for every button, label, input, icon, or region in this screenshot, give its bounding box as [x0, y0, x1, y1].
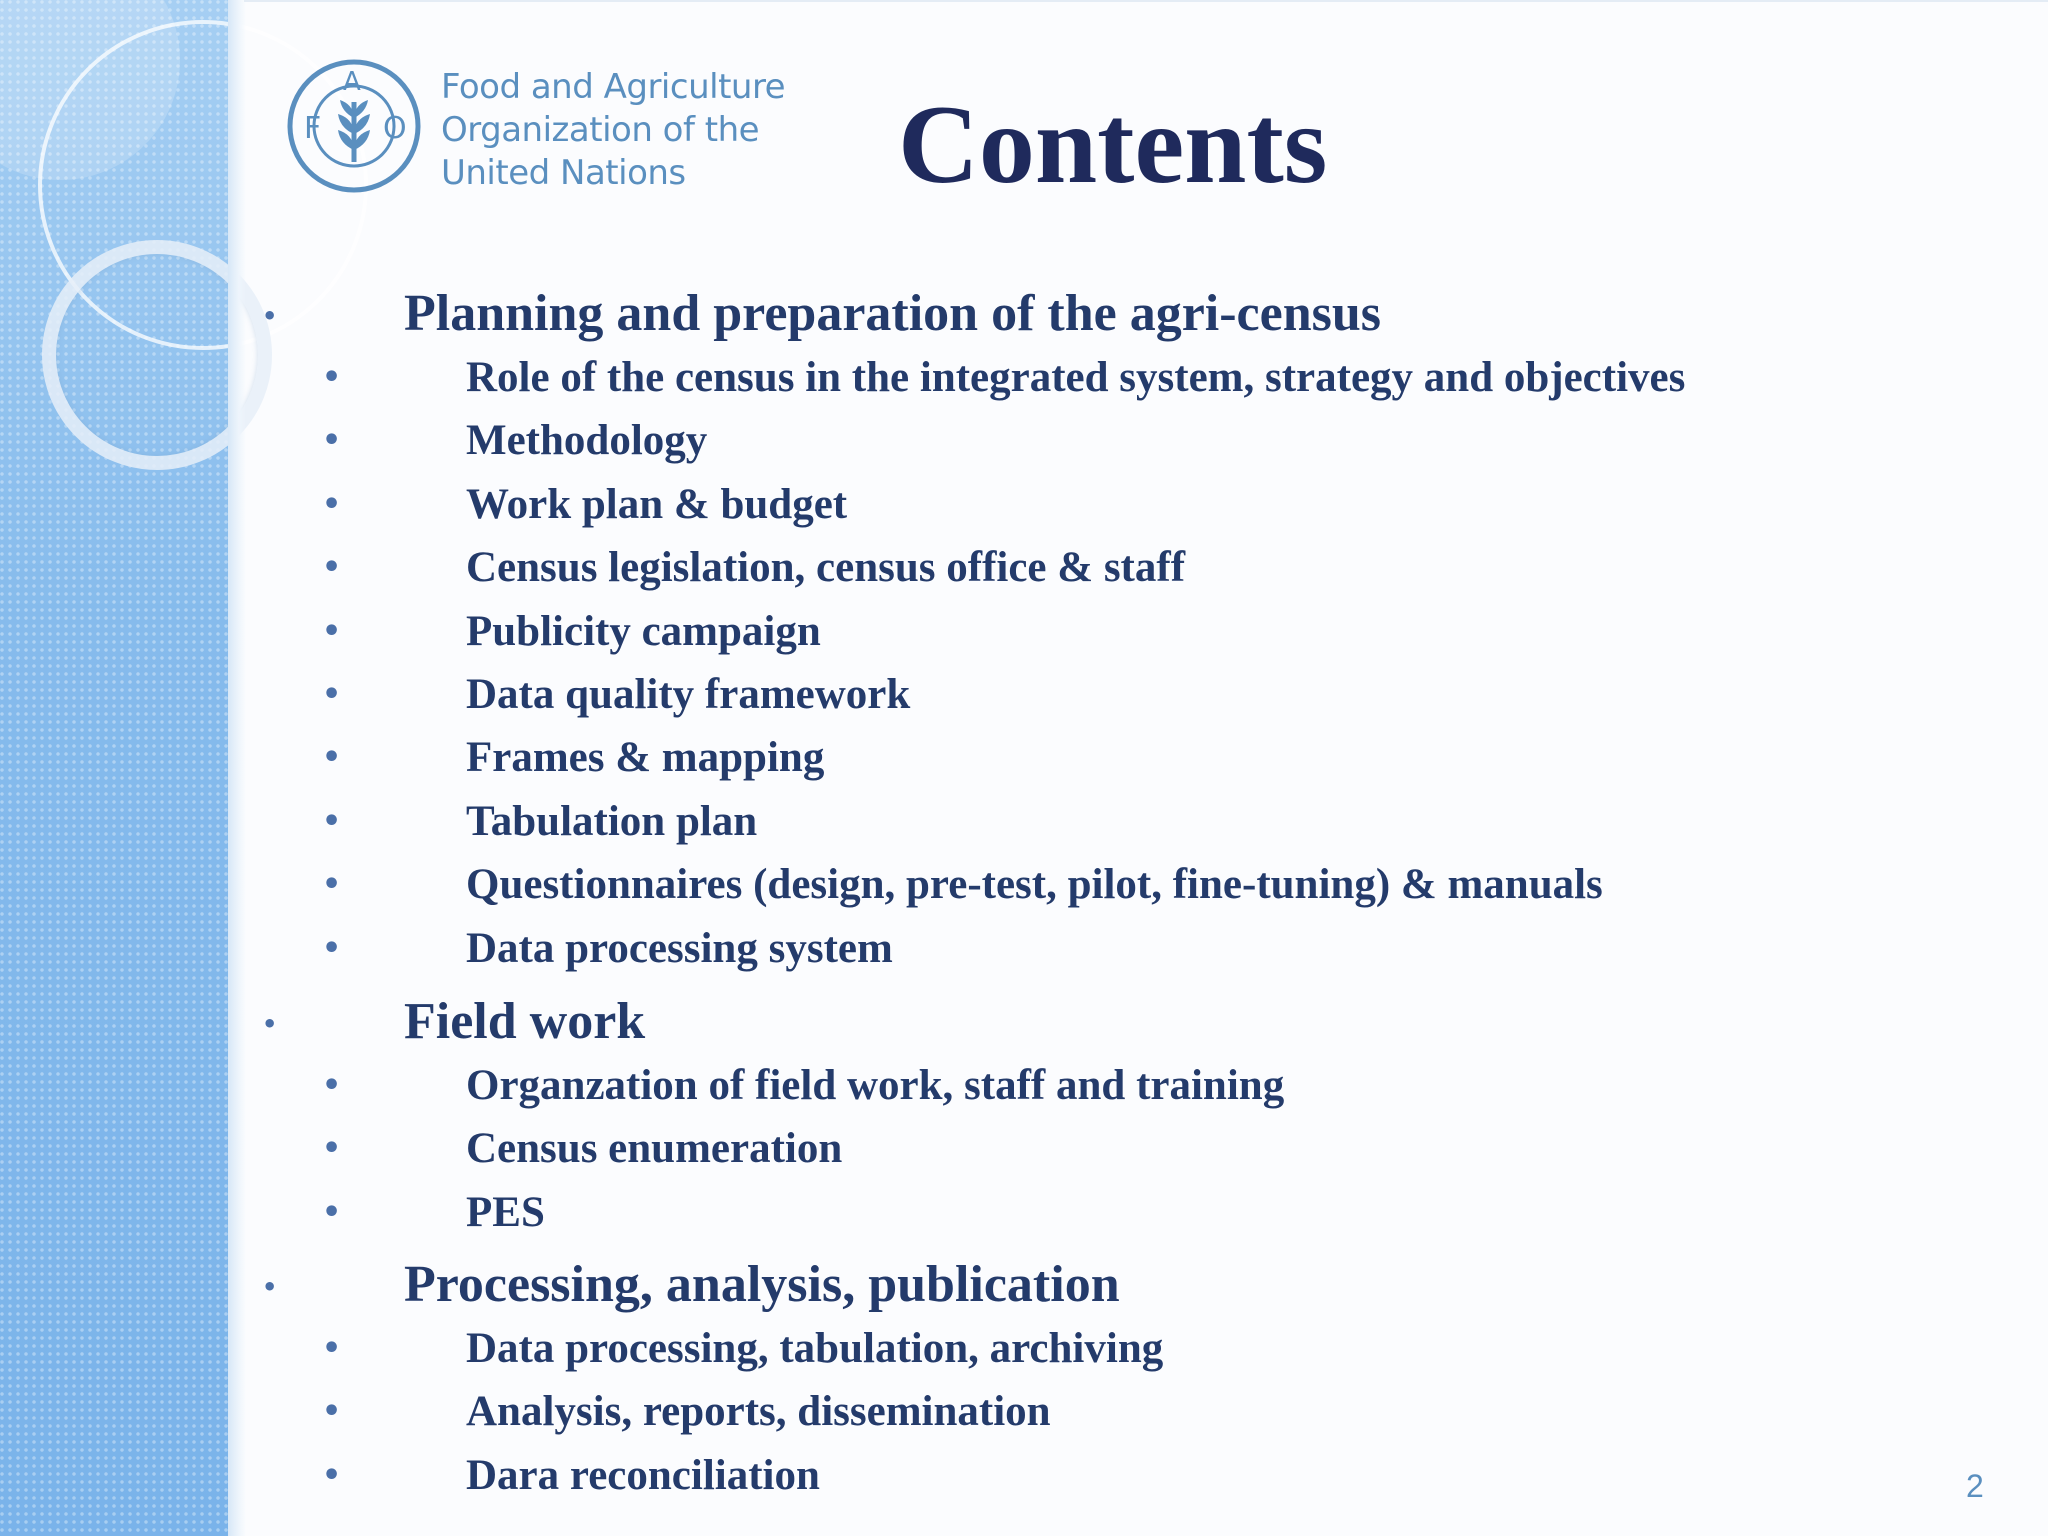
list-item: [322, 1323, 1164, 1375]
list-item: [322, 1386, 1051, 1438]
logo-line: United Nations: [441, 153, 686, 193]
list-item: [322, 479, 848, 531]
list-item-text: Census legislation, census office & staff: [466, 544, 1186, 591]
bullet-icon: •: [322, 1394, 342, 1429]
list-item: [322, 859, 1603, 911]
bullet-icon: •: [322, 740, 342, 775]
list-item-text: Analysis, reports, dissemination: [466, 1388, 1051, 1435]
section-heading-text: Field work: [404, 993, 646, 1050]
bullet-icon: •: [322, 1458, 342, 1493]
list-item-text: Data quality framework: [466, 671, 911, 718]
list-item-text: Data processing, tabulation, archiving: [466, 1325, 1164, 1372]
bullet-icon: •: [322, 360, 342, 395]
bullet-icon: •: [322, 1131, 342, 1166]
list-item: [322, 1187, 545, 1239]
list-item-text: Work plan & budget: [466, 481, 848, 528]
list-item-text: Dara reconciliation: [466, 1452, 820, 1499]
bullet-icon: •: [322, 677, 342, 712]
emblem-letter-o: O: [383, 111, 407, 146]
list-item-text: Publicity campaign: [466, 608, 821, 655]
list-item: [322, 796, 758, 848]
bullet-icon: •: [322, 1331, 342, 1366]
list-item: [322, 1450, 820, 1502]
bullet-icon: •: [322, 487, 342, 522]
section-heading: [262, 992, 646, 1052]
list-item-text: Questionnaires (design, pre-test, pilot, fine-tuning) & manuals: [466, 861, 1603, 908]
section-heading-text: Processing, analysis, publication: [404, 1256, 1120, 1313]
list-item: [322, 669, 911, 721]
list-item: [322, 415, 708, 467]
list-item-text: Census enumeration: [466, 1125, 843, 1172]
bullet-icon: •: [322, 804, 342, 839]
bullet-icon: •: [322, 423, 342, 458]
bullet-icon: •: [322, 867, 342, 902]
slide-title: Contents: [898, 83, 1328, 207]
emblem-letter-f: F: [304, 111, 322, 146]
bullet-icon: •: [322, 931, 342, 966]
list-item-text: PES: [466, 1189, 545, 1236]
list-item-text: Tabulation plan: [466, 798, 758, 845]
bullet-icon: •: [322, 1195, 342, 1230]
emblem-letter-a: A: [343, 67, 361, 97]
section-heading-text: Planning and preparation of the agri-census: [404, 285, 1382, 342]
bullet-icon: •: [322, 614, 342, 649]
bullet-icon: •: [262, 302, 278, 330]
list-item: [322, 542, 1186, 594]
list-item-text: Frames & mapping: [466, 734, 825, 781]
logo-line: Food and Agriculture: [441, 67, 786, 107]
list-item: [322, 352, 1686, 404]
list-item: [322, 606, 821, 658]
list-item-text: Role of the census in the integrated system, strategy and objectives: [466, 354, 1686, 401]
section-heading: [262, 284, 1382, 344]
logo-line: Organization of the: [441, 110, 760, 150]
list-item-text: Organzation of field work, staff and training: [466, 1062, 1285, 1109]
bullet-icon: •: [262, 1273, 278, 1301]
bullet-icon: •: [322, 1068, 342, 1103]
list-item: [322, 1060, 1285, 1112]
section-heading: [262, 1255, 1120, 1315]
page-number: 2: [1966, 1468, 1984, 1504]
list-item-text: Methodology: [466, 417, 708, 464]
list-item: [322, 1123, 843, 1175]
bullet-icon: •: [322, 550, 342, 585]
list-item: [322, 923, 893, 975]
list-item: [322, 732, 825, 784]
list-item-text: Data processing system: [466, 925, 893, 972]
bullet-icon: •: [262, 1010, 278, 1038]
